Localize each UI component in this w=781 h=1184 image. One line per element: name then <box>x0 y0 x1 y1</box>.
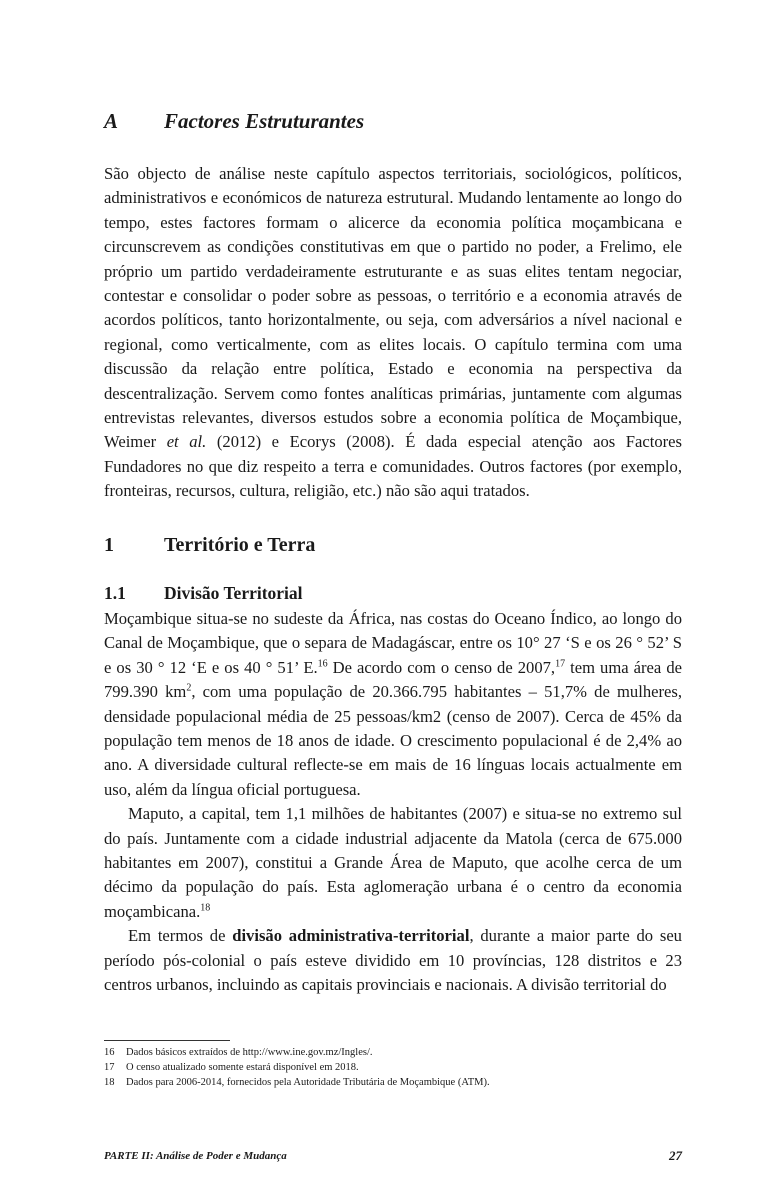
intro-text-b: (2012) e Ecorys (2008). É dada especial atenção aos Factores Fundadores no que diz respeito a terra e comunidades. Outros factores (por exemplo, fronteiras, recursos, cultura, religião, etc.) não são aqui tratados. <box>104 432 682 501</box>
footnote-16: 16 Dados básicos extraídos de http://www.ine.gov.mz/Ingles/. <box>104 1047 373 1058</box>
part-heading-title: Factores Estruturantes <box>164 109 365 133</box>
running-title: PARTE II: Análise de Poder e Mudança <box>104 1150 287 1162</box>
intro-paragraph <box>104 162 682 504</box>
section-1-1-title: Divisão Territorial <box>164 583 303 603</box>
footnote-17: 17 O censo atualizado somente estará disponível em 2018. <box>104 1062 359 1073</box>
footnote-ref-18[interactable]: 18 <box>200 902 211 914</box>
footnote-divider <box>104 1040 230 1041</box>
footnote-ref-16[interactable]: 16 <box>317 658 328 670</box>
part-heading-number: A <box>104 109 119 133</box>
page-number: 27 <box>669 1148 682 1163</box>
paragraph-maputo: Maputo, a capital, tem 1,1 milhões de habitantes (2007) e situa-se no extremo sul do país. Juntamente com a cidade industrial adjacente da Matola (cerca de 675.000 habitantes em 2007), constitui a Grande Área de Maputo, que acolhe cerca de um décimo da população do país. Esta aglomeração urbana é o centro da economia moçambicana.$^{18}$ <box>104 804 682 921</box>
intro-text-a: São objecto de análise neste capítulo aspectos territoriais, sociológicos, políticos, administrativos e económicos de natureza estrutural. Mudando lentamente ao longo do tempo, estes factores formam o alicerce da economia política moçambicana e circunscrevem as condições constitutivas em que o partido no poder, a Frelimo, ele próprio um partido verdadeiramente estruturante e as suas elites tentam negociar, contestar e consolidar o poder sobre as pessoas, o território e a economia através de acordos políticos, tanto horizontalmente, ou seja, com adversários a nível nacional e regional, como verticalmente, com as elites locais. O capítulo termina com uma discussão da relação entre política, Estado e economia na perspectiva da descentralização. Servem como fontes analíticas primárias, juntamente com algumas entrevistas relevantes, diversos estudos sobre a economia política de Moçambique, Weimer <box>104 164 682 452</box>
footnote-ref-17[interactable]: 17 <box>555 658 566 670</box>
bold-term: divisão administrativa-territorial <box>232 926 470 946</box>
footnotes <box>104 1045 682 1090</box>
section-1-1-body <box>104 607 682 998</box>
paragraph-geography: Moçambique situa-se no sudeste da África, nas costas do Oceano Índico, ao longo do Canal de Moçambique, que o separa de Madagáscar, entre os 10° 27 ‘S e os 26 ° 52’ S e os 30 ° 12 ‘E e os 40 ° 51’ E.$^{16}$ De acordo com o censo de 2007,17 tem uma área de 799.390 $km^2$, com uma população de 20.366.795 habitantes – 51,7% de mulheres, densidade populacional média de 25 pessoas/km2 (censo de 2007). Cerca de 45% da população tem menos de 18 anos de idade. O crescimento populacional é de 2,4% ao ano. A diversidade cultural reflecte-se em mais de 16 línguas locais actualmente em uso, além da língua oficial portuguesa. <box>104 609 682 799</box>
section-1-title: Território e Terra <box>164 534 316 556</box>
section-1-1-number: 1.1 <box>104 583 126 603</box>
superscript-2: 2 <box>186 682 192 694</box>
intro-etal: et al. <box>166 432 207 452</box>
paragraph-administrative-division: Em termos de divisão administrativa-territorial, durante a maior parte do seu período pós-colonial o país esteve dividido em 10 províncias, 128 distritos e 23 centros urbanos, incluindo as capitais provinciais e nacionais. A divisão territorial do <box>104 926 682 995</box>
section-1-number: 1 <box>104 534 114 556</box>
footnote-18: 18 Dados para 2006-2014, fornecidos pela Autoridade Tributária de Moçambique (ATM). <box>104 1077 490 1088</box>
